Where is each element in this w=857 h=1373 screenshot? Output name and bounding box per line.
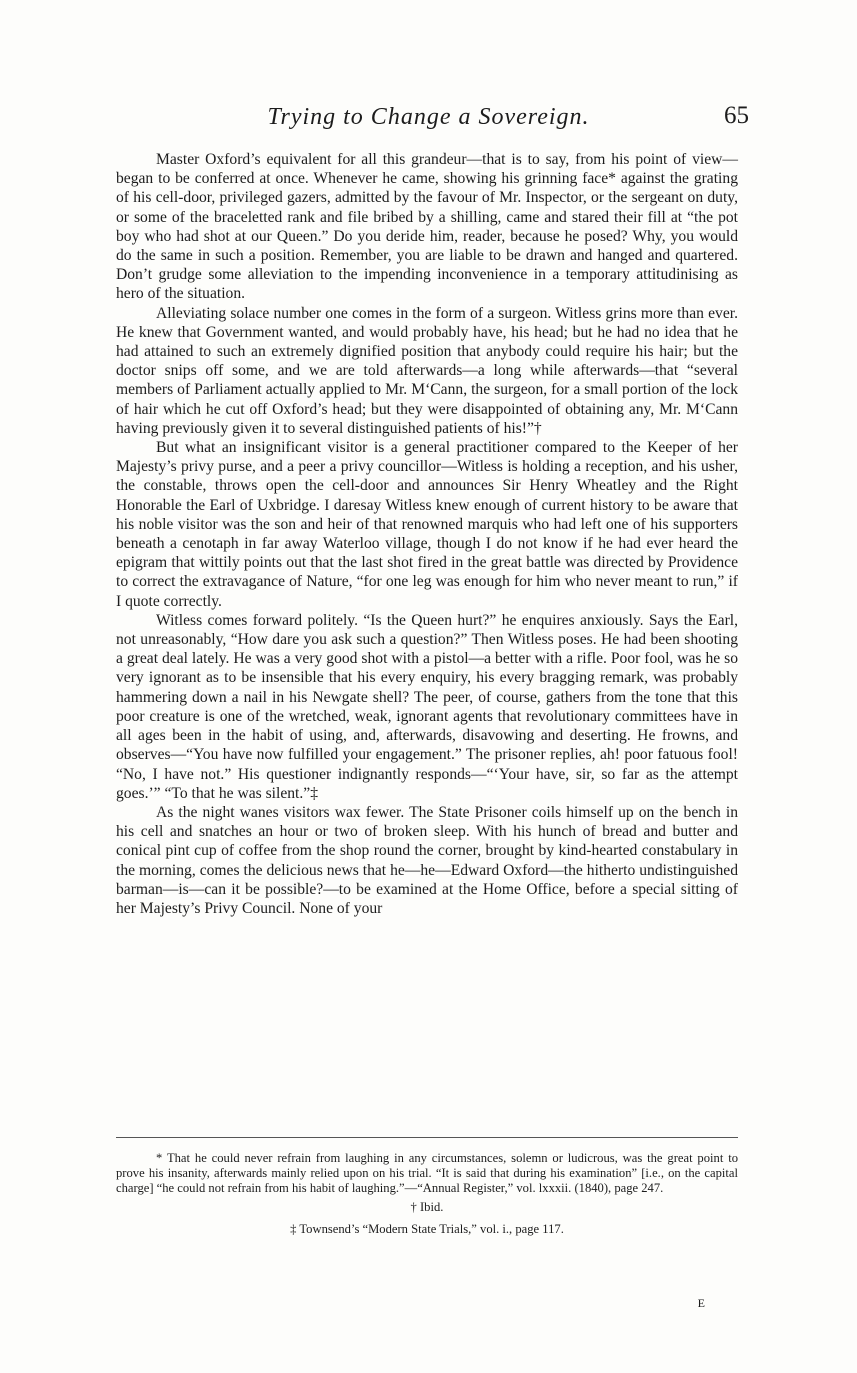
footnote-divider	[116, 1137, 738, 1138]
page-number: 65	[724, 102, 749, 129]
footnote: † Ibid.	[410, 1200, 444, 1214]
body-text	[116, 150, 738, 918]
paragraph: As the night wanes visitors wax fewer. The State Prisoner coils himself up on the bench in his cell and snatches an hour or two of broken sleep. With his hunch of bread and butter and conical pint cup of coffee from the shop round the corner, brought by kind-hearted constabulary in the morning, comes the delicious news that he—he—Edward Oxford—the hitherto undistinguished barman—is—can it be possible?—to be examined at the Home Office, before a special sitting of her Majesty’s Privy Council. None of your	[116, 803, 738, 917]
paragraph: Master Oxford’s equivalent for all this grandeur—that is to say, from his point of view—began to be conferred at once. Whenever he came, showing his grinning face* against the grating of his cell-door, privileged gazers, admitted by the favour of Mr. Inspector, or the sergeant on duty, or some of the braceletted rank and file bribed by a shilling, came and stared their fill at “the pot boy who had shot at our Queen.” Do you deride him, reader, because he posed? Why, you would do the same in such a position. Remember, you are liable to be drawn and hanged and quartered. Don’t grudge some alleviation to the impending inconvenience in a temporary attitudinising as hero of the situation.	[116, 151, 738, 303]
paragraph: But what an insignificant visitor is a general practitioner compared to the Keeper of her Majesty’s privy purse, and a peer a privy councillor—Witless is holding a reception, and his usher, the constable, throws open the cell-door and announces Sir Henry Wheatley and the Right Honorable the Earl of Uxbridge. I daresay Witless knew enough of current history to be aware that his noble visitor was the son and heir of that renowned marquis who had left one of his supporters beneath a cenotaph in far away Waterloo village, though I do not know if he had ever heard the epigram that wittily points out that the last shot fired in the great battle was directed by Providence to correct the extravagance of Nature, “for one leg was enough for him who never meant to run,” if I quote correctly.	[116, 439, 738, 610]
footnote: ‡ Townsend’s “Modern State Trials,” vol. i., page 117.	[290, 1222, 564, 1236]
footnote: * That he could never refrain from laughing in any circumstances, solemn or ludicrous, was the great point to prove his insanity, afterwards mainly relied upon on his trial. “It is said that during his examination” [i.e., on the capital charge] “he could not refrain from his habit of laughing.”—“Annual Register,” vol. lxxxii. (1840), page 247.	[116, 1151, 738, 1195]
paragraph: Alleviating solace number one comes in the form of a surgeon. Witless grins more than ever. He knew that Government wanted, and would probably have, his head; but he had no idea that he had attained to such an extremely dignified position that anybody could require his hair; but the doctor snips off some, and we are told afterwards—a long while afterwards—that “several members of Parliament actually applied to Mr. M‘Cann, the surgeon, for a small portion of the lock of hair which he cut off Oxford’s head; but they were disappointed of obtaining any, Mr. M‘Cann having previously given it to several distinguished patients of his!”†	[116, 304, 738, 437]
paragraph: Witless comes forward politely. “Is the Queen hurt?” he enquires anxiously. Says the Earl, not unreasonably, “How dare you ask such a question?” Then Witless poses. He had been shooting a great deal lately. He was a very good shot with a pistol—a better with a rifle. Poor fool, was he so very ignorant as to be insensible that his every enquiry, his every bragging remark, was probably hammering down a nail in his Newgate shell? The peer, of course, gathers from the tone that this poor creature is one of the wretched, weak, ignorant agents that revolutionary committees have in all ages been in the habit of using, and, afterwards, disavowing and deserting. He frowns, and observes—“You have now fulfilled your engagement.” The prisoner replies, ah! poor fatuous fool! “No, I have not.” His questioner indignantly responds—“‘Your have, sir, so far as the attempt goes.’” “To that he was silent.”‡	[116, 611, 738, 802]
running-head	[0, 100, 857, 136]
running-title: Trying to Change a Sovereign.	[267, 104, 590, 130]
footnotes	[116, 1151, 738, 1237]
signature-mark: E	[697, 1296, 705, 1310]
